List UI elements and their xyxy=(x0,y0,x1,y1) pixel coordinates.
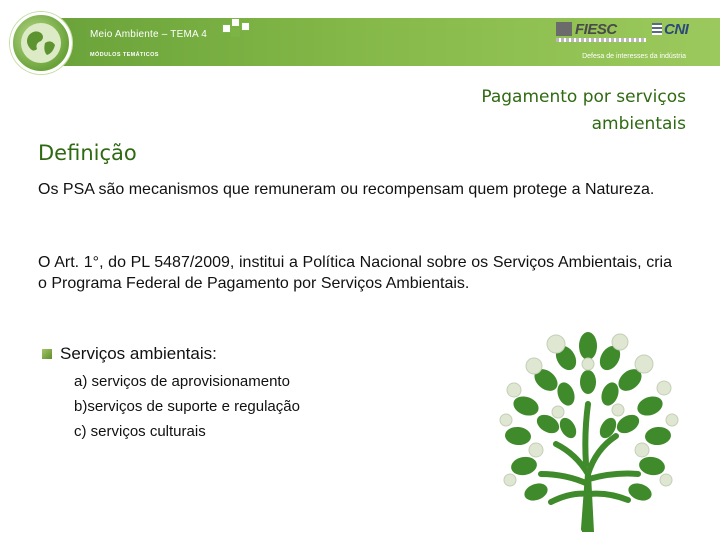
globe-logo-icon xyxy=(10,12,72,74)
bullet-services xyxy=(42,344,217,364)
fiesc-emblem-icon xyxy=(556,22,572,36)
section-title-line1: Pagamento por serviços xyxy=(481,87,686,107)
tree-illustration-icon xyxy=(496,324,686,534)
paragraph-law: O Art. 1°, do PL 5487/2009, institui a Política Nacional sobre os Serviços Ambientais, cria o Programa Federal de Pagamento por Serviços Ambientais. xyxy=(38,254,672,292)
list-item: a) serviços de aprovisionamento xyxy=(74,373,290,390)
cni-logo-text: CNI xyxy=(664,20,689,38)
decorative-squares xyxy=(222,18,256,42)
fiesc-logo xyxy=(556,20,617,38)
fiesc-caption-lines xyxy=(556,38,646,42)
page-title: Definição xyxy=(38,141,137,165)
paragraph-definition: Os PSA são mecanismos que remuneram ou recompensam quem protege a Natureza. xyxy=(38,181,655,198)
bullet-label: Serviços ambientais: xyxy=(60,344,217,363)
section-title xyxy=(386,84,686,138)
list-item: b)serviços de suporte e regulação xyxy=(74,398,300,415)
cni-bars-icon xyxy=(652,23,662,35)
list-item: c) serviços culturais xyxy=(74,423,206,440)
cni-logo xyxy=(652,20,688,38)
fiesc-logo-text: FIESC xyxy=(575,20,617,38)
section-title-line2: ambientais xyxy=(591,114,686,134)
header-banner xyxy=(0,0,720,70)
services-list xyxy=(74,369,300,444)
banner-title: Meio Ambiente – TEMA 4 xyxy=(90,29,208,40)
bullet-square-icon xyxy=(42,349,52,359)
banner-subtitle: MÓDULOS TEMÁTICOS xyxy=(90,52,159,58)
banner-right-caption: Defesa de interesses da indústria xyxy=(582,53,686,60)
